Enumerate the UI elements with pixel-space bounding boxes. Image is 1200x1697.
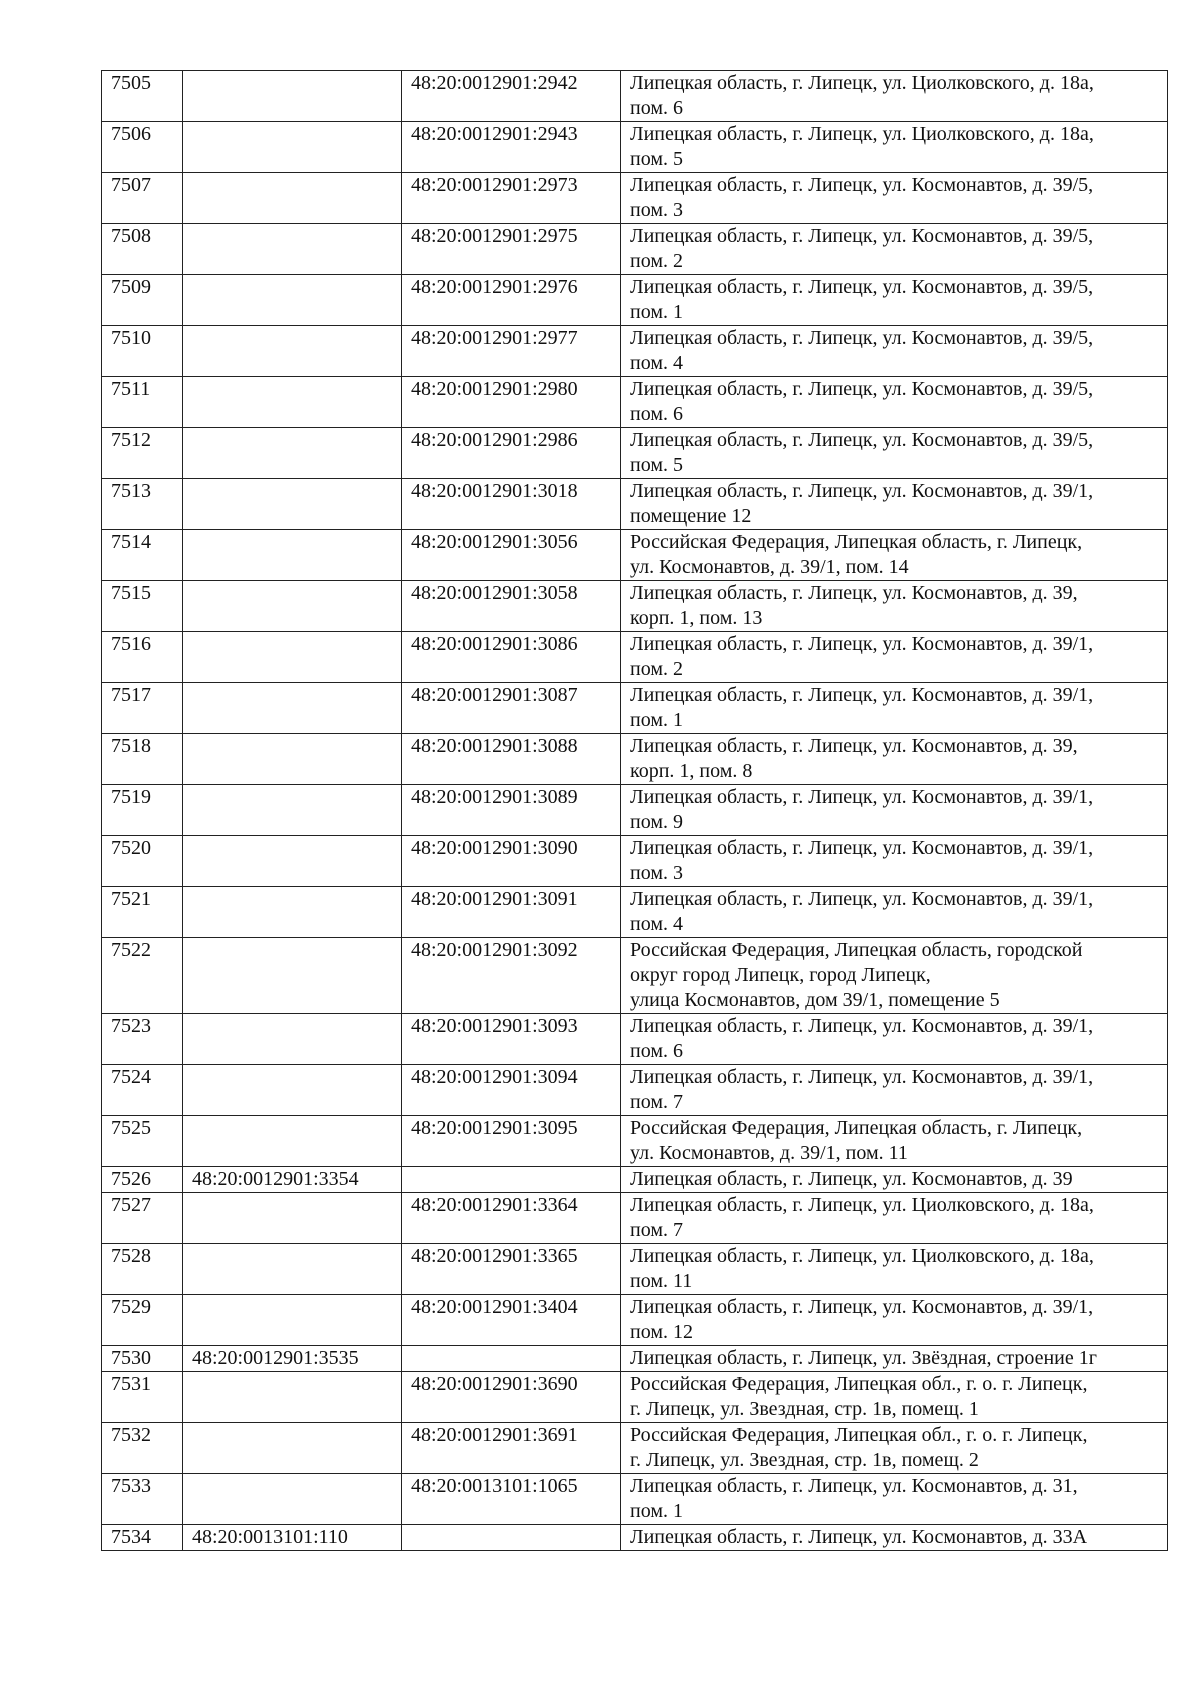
table-row — [102, 836, 1168, 887]
land-cadastral-number-cell — [183, 938, 402, 1014]
table-row — [102, 1167, 1168, 1193]
row-number-cell: 7525 — [102, 1116, 183, 1167]
object-cadastral-number-cell: 48:20:0012901:3095 — [402, 1116, 621, 1167]
row-number-cell: 7522 — [102, 938, 183, 1014]
address-cell: Липецкая область, г. Липецк, ул. Циолковского, д. 18а, пом. 7 — [621, 1193, 1168, 1244]
object-cadastral-number-cell: 48:20:0012901:3094 — [402, 1065, 621, 1116]
object-cadastral-number-cell: 48:20:0012901:3690 — [402, 1372, 621, 1423]
row-number-cell: 7507 — [102, 173, 183, 224]
table-row — [102, 326, 1168, 377]
address-cell: Липецкая область, г. Липецк, ул. Космонавтов, д. 39/5, пом. 1 — [621, 275, 1168, 326]
address-cell: Российская Федерация, Липецкая область, городской округ город Липецк, город Липецк, улица Космонавтов, дом 39/1, помещение 5 — [621, 938, 1168, 1014]
registry-table — [101, 70, 1168, 1551]
table-row — [102, 1295, 1168, 1346]
row-number-cell: 7534 — [102, 1525, 183, 1551]
object-cadastral-number-cell: 48:20:0012901:2975 — [402, 224, 621, 275]
address-cell: Липецкая область, г. Липецк, ул. Космонавтов, д. 39/1, пом. 4 — [621, 887, 1168, 938]
row-number-cell: 7524 — [102, 1065, 183, 1116]
object-cadastral-number-cell: 48:20:0012901:2980 — [402, 377, 621, 428]
object-cadastral-number-cell: 48:20:0012901:3086 — [402, 632, 621, 683]
table-row — [102, 428, 1168, 479]
land-cadastral-number-cell — [183, 581, 402, 632]
object-cadastral-number-cell: 48:20:0012901:3365 — [402, 1244, 621, 1295]
land-cadastral-number-cell — [183, 1372, 402, 1423]
table-row — [102, 224, 1168, 275]
object-cadastral-number-cell: 48:20:0012901:3364 — [402, 1193, 621, 1244]
row-number-cell: 7514 — [102, 530, 183, 581]
row-number-cell: 7519 — [102, 785, 183, 836]
row-number-cell: 7517 — [102, 683, 183, 734]
row-number-cell: 7510 — [102, 326, 183, 377]
table-row — [102, 683, 1168, 734]
row-number-cell: 7526 — [102, 1167, 183, 1193]
land-cadastral-number-cell — [183, 377, 402, 428]
address-cell: Липецкая область, г. Липецк, ул. Космонавтов, д. 39/5, пом. 6 — [621, 377, 1168, 428]
row-number-cell: 7520 — [102, 836, 183, 887]
table-row — [102, 1423, 1168, 1474]
address-cell: Липецкая область, г. Липецк, ул. Циолковского, д. 18а, пом. 5 — [621, 122, 1168, 173]
object-cadastral-number-cell: 48:20:0012901:3404 — [402, 1295, 621, 1346]
land-cadastral-number-cell — [183, 1065, 402, 1116]
row-number-cell: 7509 — [102, 275, 183, 326]
table-row — [102, 1474, 1168, 1525]
table-row — [102, 1116, 1168, 1167]
address-cell: Липецкая область, г. Липецк, ул. Циолковского, д. 18а, пом. 6 — [621, 71, 1168, 122]
object-cadastral-number-cell: 48:20:0012901:3090 — [402, 836, 621, 887]
object-cadastral-number-cell: 48:20:0012901:2973 — [402, 173, 621, 224]
row-number-cell: 7505 — [102, 71, 183, 122]
row-number-cell: 7527 — [102, 1193, 183, 1244]
land-cadastral-number-cell — [183, 326, 402, 377]
row-number-cell: 7531 — [102, 1372, 183, 1423]
table-row — [102, 1525, 1168, 1551]
table-row — [102, 581, 1168, 632]
land-cadastral-number-cell — [183, 530, 402, 581]
row-number-cell: 7518 — [102, 734, 183, 785]
land-cadastral-number-cell — [183, 224, 402, 275]
address-cell: Липецкая область, г. Липецк, ул. Космонавтов, д. 39/5, пом. 2 — [621, 224, 1168, 275]
land-cadastral-number-cell — [183, 479, 402, 530]
address-cell: Липецкая область, г. Липецк, ул. Космонавтов, д. 39/5, пом. 4 — [621, 326, 1168, 377]
table-row — [102, 122, 1168, 173]
land-cadastral-number-cell — [183, 1193, 402, 1244]
row-number-cell: 7511 — [102, 377, 183, 428]
table-row — [102, 275, 1168, 326]
address-cell: Липецкая область, г. Липецк, ул. Космонавтов, д. 39, корп. 1, пом. 8 — [621, 734, 1168, 785]
object-cadastral-number-cell: 48:20:0013101:1065 — [402, 1474, 621, 1525]
land-cadastral-number-cell — [183, 173, 402, 224]
row-number-cell: 7515 — [102, 581, 183, 632]
object-cadastral-number-cell: 48:20:0012901:3056 — [402, 530, 621, 581]
object-cadastral-number-cell: 48:20:0012901:3018 — [402, 479, 621, 530]
object-cadastral-number-cell: 48:20:0012901:3093 — [402, 1014, 621, 1065]
row-number-cell: 7532 — [102, 1423, 183, 1474]
table-row — [102, 1372, 1168, 1423]
table-row — [102, 377, 1168, 428]
land-cadastral-number-cell: 48:20:0012901:3535 — [183, 1346, 402, 1372]
registry-table-body — [102, 71, 1168, 1551]
land-cadastral-number-cell — [183, 683, 402, 734]
object-cadastral-number-cell: 48:20:0012901:3058 — [402, 581, 621, 632]
table-row — [102, 1193, 1168, 1244]
land-cadastral-number-cell — [183, 836, 402, 887]
object-cadastral-number-cell: 48:20:0012901:2977 — [402, 326, 621, 377]
table-row — [102, 1346, 1168, 1372]
table-row — [102, 71, 1168, 122]
table-row — [102, 887, 1168, 938]
address-cell: Российская Федерация, Липецкая обл., г. о. г. Липецк, г. Липецк, ул. Звездная, стр. 1в, помещ. 1 — [621, 1372, 1168, 1423]
address-cell: Липецкая область, г. Липецк, ул. Космонавтов, д. 39/1, пом. 3 — [621, 836, 1168, 887]
address-cell: Липецкая область, г. Липецк, ул. Космонавтов, д. 39 — [621, 1167, 1168, 1193]
row-number-cell: 7533 — [102, 1474, 183, 1525]
address-cell: Липецкая область, г. Липецк, ул. Космонавтов, д. 39/1, пом. 9 — [621, 785, 1168, 836]
land-cadastral-number-cell — [183, 1295, 402, 1346]
address-cell: Липецкая область, г. Липецк, ул. Космонавтов, д. 39/1, пом. 6 — [621, 1014, 1168, 1065]
land-cadastral-number-cell — [183, 887, 402, 938]
object-cadastral-number-cell: 48:20:0012901:2943 — [402, 122, 621, 173]
object-cadastral-number-cell: 48:20:0012901:2976 — [402, 275, 621, 326]
object-cadastral-number-cell: 48:20:0012901:3089 — [402, 785, 621, 836]
table-row — [102, 734, 1168, 785]
land-cadastral-number-cell: 48:20:0012901:3354 — [183, 1167, 402, 1193]
table-row — [102, 1065, 1168, 1116]
address-cell: Липецкая область, г. Липецк, ул. Циолковского, д. 18а, пом. 11 — [621, 1244, 1168, 1295]
land-cadastral-number-cell — [183, 785, 402, 836]
land-cadastral-number-cell — [183, 122, 402, 173]
object-cadastral-number-cell: 48:20:0012901:3092 — [402, 938, 621, 1014]
address-cell: Липецкая область, г. Липецк, ул. Космонавтов, д. 39/1, пом. 1 — [621, 683, 1168, 734]
address-cell: Липецкая область, г. Липецк, ул. Космонавтов, д. 39/5, пом. 5 — [621, 428, 1168, 479]
address-cell: Липецкая область, г. Липецк, ул. Звёздная, строение 1г — [621, 1346, 1168, 1372]
address-cell: Российская Федерация, Липецкая обл., г. о. г. Липецк, г. Липецк, ул. Звездная, стр. 1в, помещ. 2 — [621, 1423, 1168, 1474]
land-cadastral-number-cell — [183, 734, 402, 785]
address-cell: Липецкая область, г. Липецк, ул. Космонавтов, д. 33А — [621, 1525, 1168, 1551]
row-number-cell: 7529 — [102, 1295, 183, 1346]
address-cell: Липецкая область, г. Липецк, ул. Космонавтов, д. 39/1, пом. 2 — [621, 632, 1168, 683]
address-cell: Российская Федерация, Липецкая область, г. Липецк, ул. Космонавтов, д. 39/1, пом. 14 — [621, 530, 1168, 581]
address-cell: Липецкая область, г. Липецк, ул. Космонавтов, д. 39/1, пом. 12 — [621, 1295, 1168, 1346]
object-cadastral-number-cell: 48:20:0012901:3091 — [402, 887, 621, 938]
land-cadastral-number-cell — [183, 1116, 402, 1167]
land-cadastral-number-cell: 48:20:0013101:110 — [183, 1525, 402, 1551]
row-number-cell: 7512 — [102, 428, 183, 479]
object-cadastral-number-cell — [402, 1167, 621, 1193]
row-number-cell: 7530 — [102, 1346, 183, 1372]
address-cell: Липецкая область, г. Липецк, ул. Космонавтов, д. 39, корп. 1, пом. 13 — [621, 581, 1168, 632]
address-cell: Липецкая область, г. Липецк, ул. Космонавтов, д. 39/5, пом. 3 — [621, 173, 1168, 224]
land-cadastral-number-cell — [183, 1244, 402, 1295]
address-cell: Российская Федерация, Липецкая область, г. Липецк, ул. Космонавтов, д. 39/1, пом. 11 — [621, 1116, 1168, 1167]
land-cadastral-number-cell — [183, 1474, 402, 1525]
object-cadastral-number-cell: 48:20:0012901:3087 — [402, 683, 621, 734]
object-cadastral-number-cell — [402, 1346, 621, 1372]
table-row — [102, 530, 1168, 581]
row-number-cell: 7523 — [102, 1014, 183, 1065]
land-cadastral-number-cell — [183, 1014, 402, 1065]
object-cadastral-number-cell: 48:20:0012901:3691 — [402, 1423, 621, 1474]
land-cadastral-number-cell — [183, 428, 402, 479]
row-number-cell: 7521 — [102, 887, 183, 938]
object-cadastral-number-cell: 48:20:0012901:3088 — [402, 734, 621, 785]
table-row — [102, 1014, 1168, 1065]
table-row — [102, 938, 1168, 1014]
row-number-cell: 7528 — [102, 1244, 183, 1295]
object-cadastral-number-cell: 48:20:0012901:2986 — [402, 428, 621, 479]
land-cadastral-number-cell — [183, 275, 402, 326]
table-row — [102, 632, 1168, 683]
row-number-cell: 7508 — [102, 224, 183, 275]
address-cell: Липецкая область, г. Липецк, ул. Космонавтов, д. 31, пом. 1 — [621, 1474, 1168, 1525]
table-row — [102, 1244, 1168, 1295]
row-number-cell: 7506 — [102, 122, 183, 173]
land-cadastral-number-cell — [183, 71, 402, 122]
object-cadastral-number-cell — [402, 1525, 621, 1551]
table-row — [102, 173, 1168, 224]
object-cadastral-number-cell: 48:20:0012901:2942 — [402, 71, 621, 122]
land-cadastral-number-cell — [183, 632, 402, 683]
table-row — [102, 479, 1168, 530]
table-row — [102, 785, 1168, 836]
row-number-cell: 7513 — [102, 479, 183, 530]
address-cell: Липецкая область, г. Липецк, ул. Космонавтов, д. 39/1, помещение 12 — [621, 479, 1168, 530]
row-number-cell: 7516 — [102, 632, 183, 683]
land-cadastral-number-cell — [183, 1423, 402, 1474]
address-cell: Липецкая область, г. Липецк, ул. Космонавтов, д. 39/1, пом. 7 — [621, 1065, 1168, 1116]
